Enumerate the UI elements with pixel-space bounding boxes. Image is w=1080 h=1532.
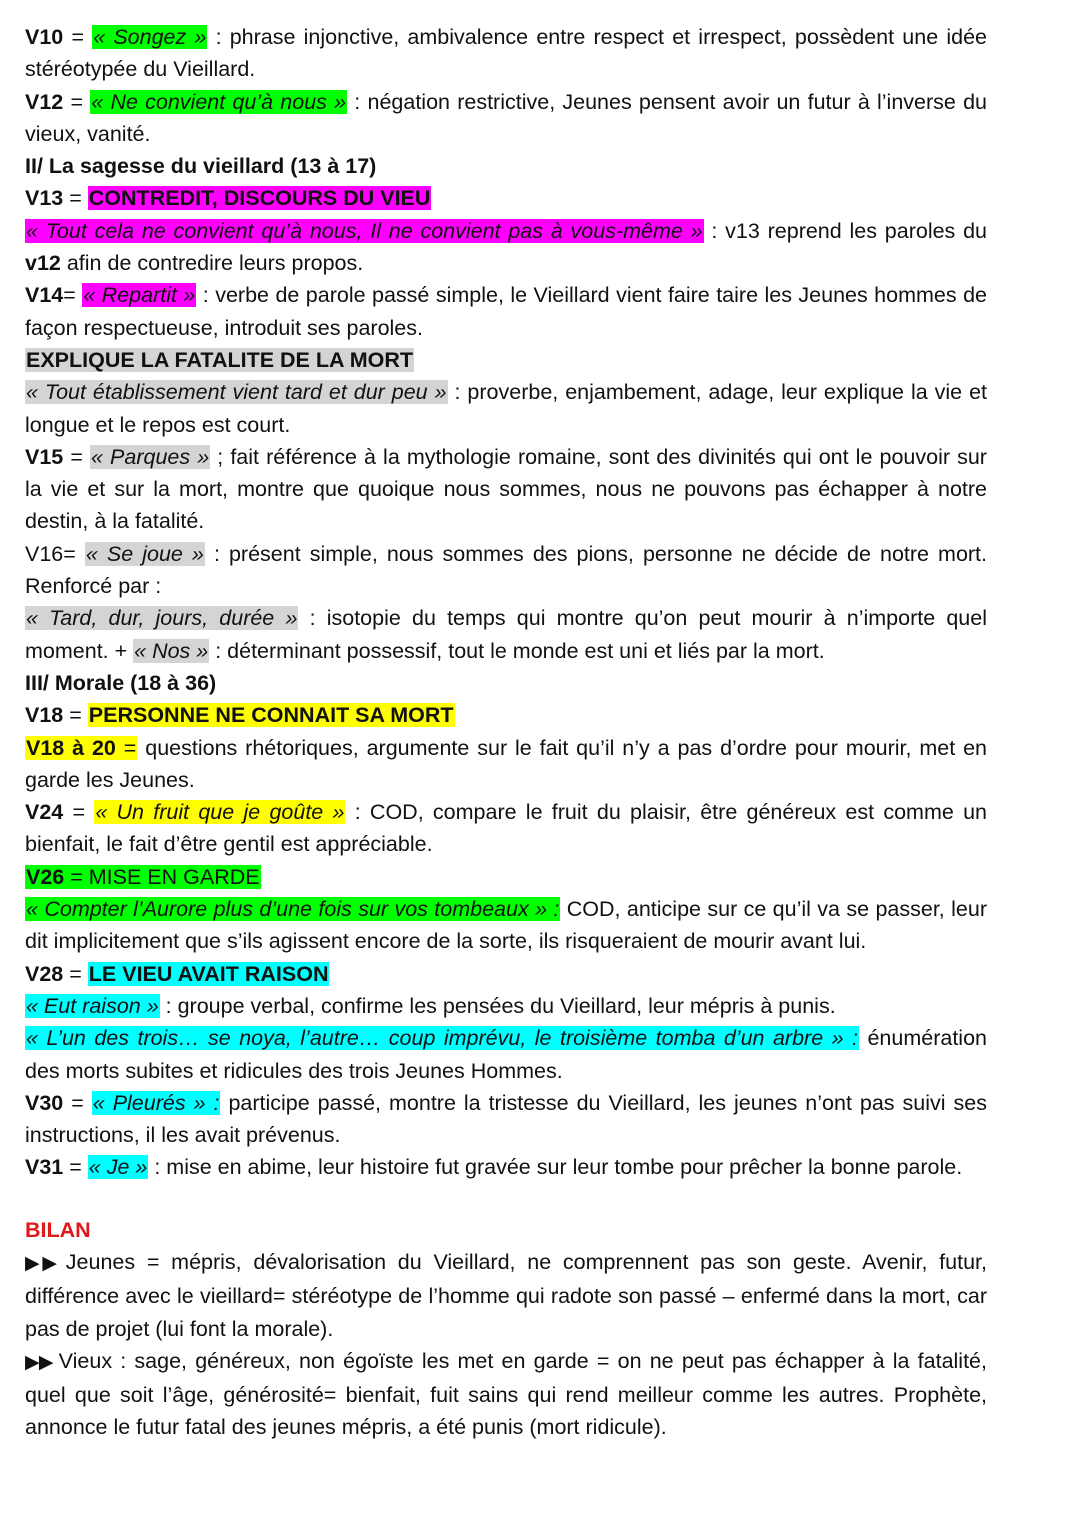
note-text: questions rhétoriques, argumente sur le fait qu’il n’y a pas d’ordre pour mourir, met en garde les Jeunes. (25, 735, 988, 792)
heading-text: = MISE EN GARDE (64, 864, 260, 889)
verse-label: V26 (26, 864, 65, 889)
note-v26 (25, 861, 987, 893)
verse-label: V28 (25, 961, 64, 986)
note-v16 (25, 538, 987, 603)
bilan-text: Vieux : sage, généreux, non égoïste les met en garde = on ne peut pas échapper à la fatalité, quel que soit l’âge, générosité= bienfait, fuit sains qui rend meilleur comme les autres. Prophète, annonce le futur fatal des jeunes mépris, a été punis (mort ridicule). (25, 1348, 987, 1440)
equals-sign: = (63, 1155, 88, 1180)
verse-label: V24 (25, 800, 64, 825)
bilan-item-jeunes (25, 1246, 987, 1345)
note-text: : COD, compare le fruit du plaisir, être généreux est comme un bienfait, le fait d’être gentil est appréciable. (25, 800, 987, 857)
note-text: : groupe verbal, confirme les pensées du Vieillard, leur mépris à punis. (159, 993, 836, 1018)
note-tard (25, 602, 987, 667)
highlighted-quote: « Je » (88, 1155, 148, 1180)
note-v15 (25, 441, 987, 538)
highlighted-quote: « Eut raison » (26, 993, 159, 1018)
note-fatalite-heading (25, 344, 987, 376)
note-text: : isotopie du temps qui montre qu’on peut mourir à n’importe quel moment. + (25, 606, 987, 663)
highlighted-heading: EXPLIQUE LA FATALITE DE LA MORT (26, 347, 413, 372)
highlighted-quote: « Pleurés » : (92, 1090, 220, 1115)
equals-sign: = (63, 25, 93, 49)
note-v28 (25, 958, 987, 990)
equals-sign: = (63, 1090, 92, 1115)
highlighted-heading: PERSONNE NE CONNAIT SA MORT (88, 703, 454, 728)
verse-label: V16 (25, 541, 64, 566)
equals-sign: = (63, 283, 83, 308)
bilan-heading: BILAN (25, 1217, 91, 1242)
verse-label: V15 (25, 444, 64, 469)
note-v13-quote (25, 215, 987, 280)
highlighted-quote: « Tout établissement vient tard et dur peu » (26, 380, 447, 405)
verse-label: V14 (25, 283, 64, 308)
highlighted-quote: « Un fruit que je goûte » (95, 800, 345, 825)
highlighted-heading: LE VIEU AVAIT RAISON (88, 961, 329, 986)
document-page (25, 21, 987, 1444)
note-v24 (25, 796, 987, 861)
note-text: énumération des morts subites et ridicules des trois Jeunes Hommes. (25, 1026, 987, 1083)
highlighted-quote: « Repartit » (83, 283, 196, 308)
equals-sign: = (63, 444, 90, 469)
highlighted-label (25, 736, 137, 760)
note-v31 (25, 1151, 987, 1183)
verse-label: V13 (25, 186, 64, 211)
double-arrow-right-icon: ▶▶ (25, 1252, 60, 1274)
highlighted-quote: « Compter l’Aurore plus d’une fois sur vos tombeaux » : (26, 897, 560, 922)
note-v12 (25, 86, 987, 151)
verse-ref: v12 (25, 251, 61, 276)
highlighted-quote: « Tard, dur, jours, durée » (26, 606, 298, 631)
note-v18-20 (25, 732, 987, 797)
equals-sign: = (63, 89, 91, 114)
bilan-text: Jeunes = mépris, dévalorisation du Vieillard, ne comprennent pas son geste. Avenir, futur, différence avec le vieillard= stéréotype de l’homme qui radote son passé – enfermé dans la mort, car pas de projet (lui font la morale). (25, 1249, 987, 1341)
highlighted-quote: « Se joue » (85, 541, 204, 566)
note-text: participe passé, montre la tristesse du Vieillard, les jeunes n’ont pas suivi ses instructions, il les avait prévenus. (25, 1090, 987, 1148)
highlighted-heading (25, 865, 261, 889)
verse-label: V18 à 20 (26, 735, 116, 760)
note-text: : déterminant possessif, tout le monde est uni et liés par la mort. (209, 638, 825, 663)
note-v18 (25, 699, 987, 731)
highlighted-quote: « Ne convient qu’à nous » (91, 89, 347, 114)
highlighted-quote: « Tout cela ne convient qu’à nous, Il ne convient pas à vous-même » (26, 218, 703, 243)
bilan-item-vieux (25, 1345, 987, 1444)
note-v10 (25, 21, 987, 86)
note-v14 (25, 279, 987, 344)
note-v13 (25, 182, 987, 214)
equals-sign: = (63, 541, 85, 566)
spacer (25, 1184, 987, 1214)
note-text: : verbe de parole passé simple, le Vieillard vient faire taire les Jeunes hommes de façon respectueuse, introduit ses paroles. (25, 283, 987, 340)
note-text: : présent simple, nous sommes des pions, personne ne décide de notre mort. Renforcé par : (25, 541, 988, 599)
double-arrow-right-icon: ▶▶ (25, 1351, 53, 1373)
equals-sign: = (63, 961, 88, 986)
note-text: : proverbe, enjambement, adage, leur explique la vie et longue et le repos est court. (25, 380, 988, 437)
equals-sign: = (63, 703, 88, 728)
note-text: : mise en abime, leur histoire fut gravée sur leur tombe pour prêcher la bonne parole. (148, 1155, 963, 1180)
note-proverbe (25, 376, 987, 441)
note-text: : phrase injonctive, ambivalence entre respect et irrespect, possèdent une idée stéréotypée du Vieillard. (25, 25, 987, 82)
note-trois (25, 1022, 987, 1087)
note-eut-raison (25, 990, 987, 1022)
highlighted-quote: « Songez » (93, 25, 207, 49)
note-text: ; fait référence à la mythologie romaine, sont des divinités qui ont le pouvoir sur la vie et sur la mort, montre que quoique nous sommes, nous ne pouvons pas échapper à notre destin, à la fatalité. (25, 444, 987, 534)
note-text: : v13 reprend les paroles du (703, 218, 988, 243)
equals-sign: = (63, 800, 95, 825)
section-heading-3: III/ Morale (18 à 36) (25, 670, 217, 695)
verse-label: V18 (25, 703, 64, 728)
note-text: COD, anticipe sur ce qu’il va se passer, leur dit implicitement que s’ils agissent encore de la sorte, ils risqueraient de mourir avant lui. (25, 897, 987, 954)
highlighted-quote: « Nos » (134, 638, 209, 663)
highlighted-quote: « L’un des trois… se noya, l’autre… coup imprévu, le troisième tomba d’un arbre » : (26, 1026, 859, 1051)
note-text: : négation restrictive, Jeunes pensent avoir un futur à l’inverse du vieux, vanité. (25, 89, 987, 146)
highlighted-quote: « Parques » (91, 444, 210, 469)
note-text: afin de contredire leurs propos. (60, 251, 364, 276)
verse-label: V10 (25, 25, 64, 49)
equals-sign: = (115, 735, 137, 760)
section-heading-2: II/ La sagesse du vieillard (13 à 17) (25, 154, 377, 179)
verse-label: V30 (25, 1090, 64, 1115)
note-v26-quote (25, 893, 987, 958)
equals-sign: = (63, 186, 88, 211)
note-v30 (25, 1087, 987, 1152)
verse-label: V31 (25, 1155, 64, 1180)
highlighted-heading: CONTREDIT, DISCOURS DU VIEU (88, 186, 431, 211)
verse-label: V12 (25, 89, 64, 114)
